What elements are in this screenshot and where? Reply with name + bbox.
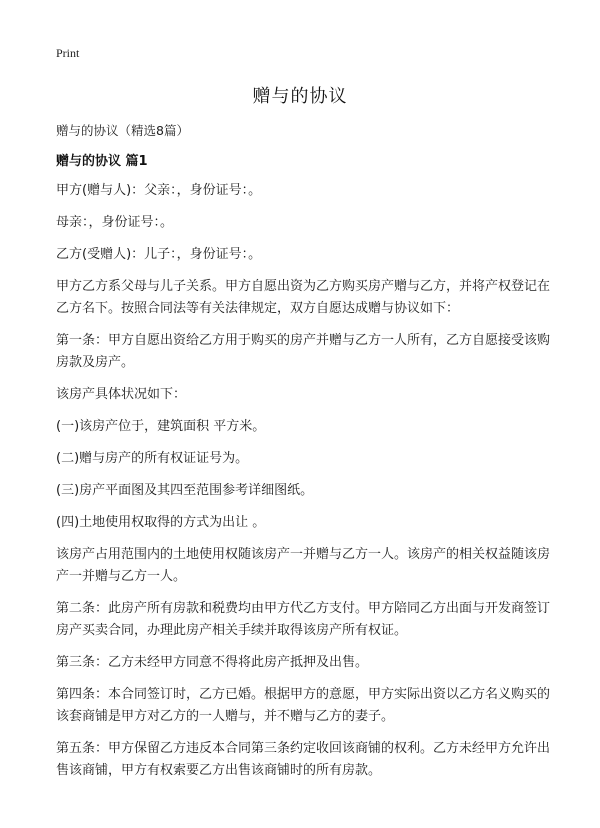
paragraph-item-2: (二)赠与房产的所有权证证号为。 bbox=[56, 451, 249, 466]
paragraph-donor-father: 甲方(赠与人)：父亲：，身份证号：。 bbox=[56, 183, 262, 198]
paragraph-article-3: 第三条：乙方未经甲方同意不得将此房产抵押及出售。 bbox=[56, 655, 369, 670]
section-heading: 赠与的协议 篇1 bbox=[56, 154, 148, 169]
paragraph-donor-mother: 母亲：，身份证号：。 bbox=[56, 215, 174, 230]
paragraph-property-status-heading: 该房产具体状况如下： bbox=[56, 387, 187, 402]
paragraph-item-1: (一)该房产位于，建筑面积 平方米。 bbox=[56, 419, 266, 434]
paragraph-article-1: 第一条：甲方自愿出资给乙方用于购买的房产并赠与乙方一人所有，乙方自愿接受该购房款及房产。 bbox=[56, 333, 551, 370]
paragraph-article-4: 第四条：本合同签订时，乙方已婚。根据甲方的意愿，甲方实际出资以乙方名义购买的该套商铺是甲方对乙方的一人赠与，并不赠与乙方的妻子。 bbox=[56, 687, 551, 724]
paragraph-land-use: 该房产占用范围内的土地使用权随该房产一并赠与乙方一人。该房产的相关权益随该房产一并赠与乙方一人。 bbox=[56, 547, 551, 584]
document-title: 赠与的协议 bbox=[252, 86, 348, 107]
paragraph-item-3: (三)房产平面图及其四至范围参考详细图纸。 bbox=[56, 483, 314, 498]
paragraph-preamble: 甲方乙方系父母与儿子关系。甲方自愿出资为乙方购买房产赠与乙方，并将产权登记在乙方名下。按照合同法等有关法律规定，双方自愿达成赠与协议如下： bbox=[56, 279, 551, 316]
paragraph-item-4: (四)土地使用权取得的方式为出让 。 bbox=[56, 515, 266, 530]
paragraph-article-5: 第五条：甲方保留乙方违反本合同第三条约定收回该商铺的权利。乙方未经甲方允许出售该商铺，甲方有权索要乙方出售该商铺时的所有房款。 bbox=[56, 741, 551, 778]
document-subtitle: 赠与的协议（精选8篇） bbox=[56, 123, 189, 138]
paragraph-recipient-son: 乙方(受赠人)：儿子：，身份证号：。 bbox=[56, 247, 262, 262]
paragraph-article-2: 第二条：此房产所有房款和税费均由甲方代乙方支付。甲方陪同乙方出面与开发商签订房产买卖合同，办理此房产相关手续并取得该房产所有权证。 bbox=[56, 601, 551, 638]
print-link[interactable]: Print bbox=[56, 46, 80, 60]
document-body bbox=[56, 180, 556, 792]
